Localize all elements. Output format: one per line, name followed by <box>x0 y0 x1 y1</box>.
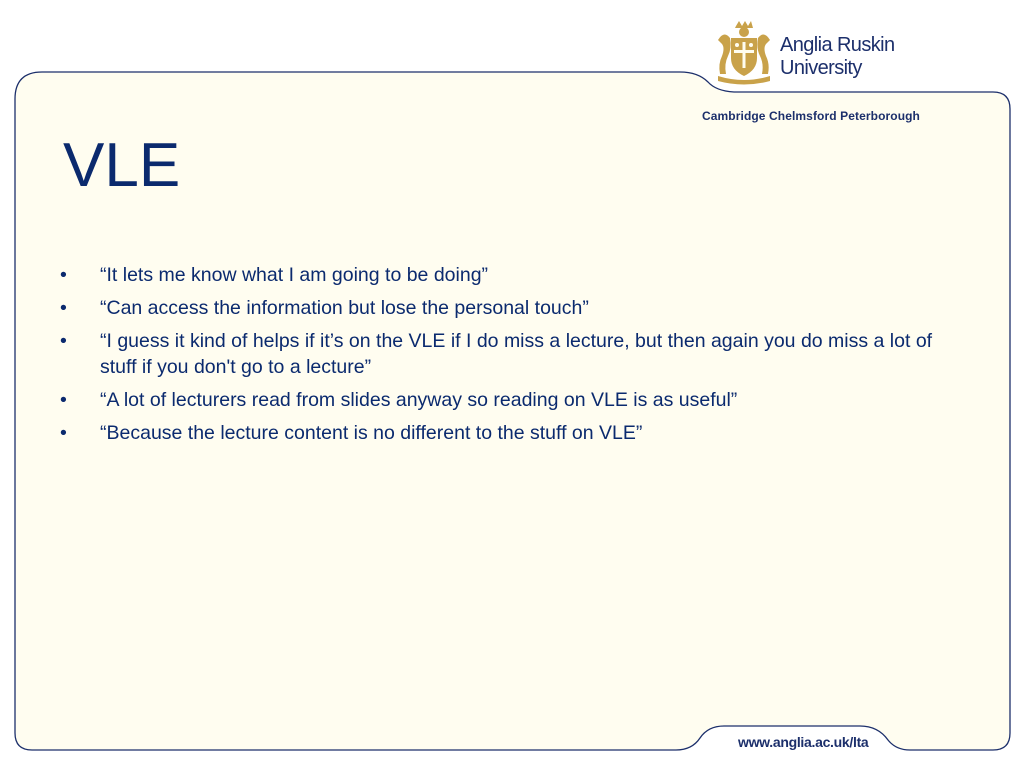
university-name-line1: Anglia Ruskin <box>780 34 895 56</box>
university-logo <box>714 20 924 90</box>
list-item <box>58 262 958 288</box>
bullet-icon: • <box>60 422 67 444</box>
university-name <box>780 34 895 80</box>
list-item <box>58 295 958 321</box>
list-item-text: “Because the lecture content is no different to the stuff on VLE” <box>100 422 643 444</box>
slide-title: VLE <box>63 131 181 200</box>
bullet-icon: • <box>60 297 67 319</box>
bullet-icon: • <box>60 264 67 286</box>
bullet-icon: • <box>60 330 67 352</box>
bullet-icon: • <box>60 389 67 411</box>
list-item-text: “Can access the information but lose the personal touch” <box>100 297 589 319</box>
list-item-text: “A lot of lecturers read from slides anyway so reading on VLE is as useful” <box>100 389 738 411</box>
footer-url: www.anglia.ac.uk/lta <box>738 734 869 750</box>
list-item-text: “I guess it kind of helps if it’s on the VLE if I do miss a lecture, but then again you do miss a lot of stuff if you don't go to a lecture” <box>100 330 933 378</box>
list-item <box>58 387 958 413</box>
university-crest-icon <box>714 20 774 88</box>
university-name-line2: University <box>780 57 862 79</box>
list-item-text: “It lets me know what I am going to be doing” <box>100 264 489 286</box>
list-item <box>58 328 958 380</box>
bullet-list <box>58 262 958 453</box>
campus-locations: Cambridge Chelmsford Peterborough <box>702 109 920 123</box>
list-item <box>58 420 958 446</box>
